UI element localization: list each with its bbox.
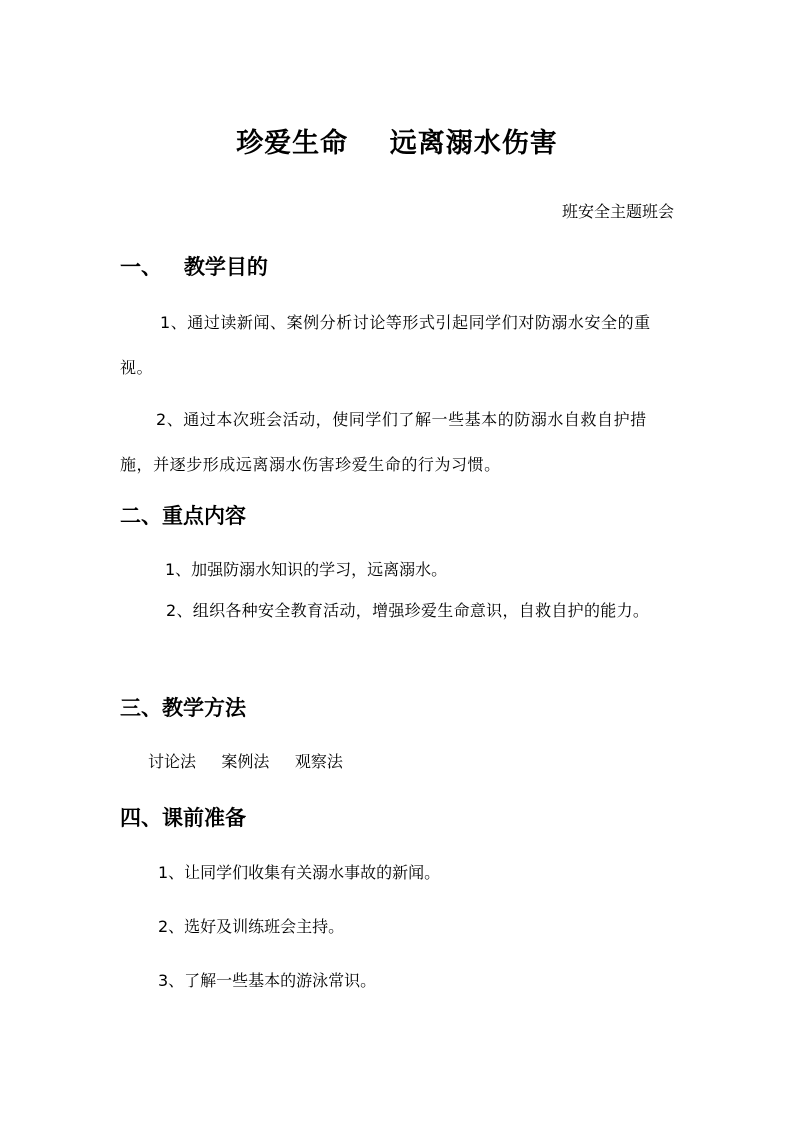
objectives-paragraph-2: 2、通过本次班会活动，使同学们了解一些基本的防溺水自救自护措施，并逐步形成远离溺水伤害珍爱生命的行为习惯。 — [120, 410, 647, 474]
section-heading-preparation: 四、课前准备 — [120, 805, 246, 830]
teaching-methods-list: 讨论法 案例法 观察法 — [148, 752, 343, 771]
preparation-item-1: 1、让同学们收集有关溺水事故的新闻。 — [158, 863, 441, 882]
preparation-item-2: 2、选好及训练班会主持。 — [158, 917, 345, 936]
section-heading-methods: 三、教学方法 — [120, 695, 246, 720]
objectives-paragraph-1: 1、通过读新闻、案例分析讨论等形式引起同学们对防溺水安全的重视。 — [120, 313, 651, 377]
key-content-item-1: 1、加强防溺水知识的学习，远离溺水。 — [165, 560, 448, 579]
key-content-item-2: 2、组织各种安全教育活动，增强珍爱生命意识，自救自护的能力。 — [166, 601, 650, 620]
section-heading-objectives: 一、 教学目的 — [120, 254, 268, 279]
section-heading-key-content: 二、重点内容 — [120, 503, 246, 528]
document-subtitle: 班安全主题班会 — [561, 202, 674, 221]
preparation-item-3: 3、了解一些基本的游泳常识。 — [158, 971, 377, 990]
document-title: 珍爱生命 远离溺水伤害 — [236, 128, 558, 159]
